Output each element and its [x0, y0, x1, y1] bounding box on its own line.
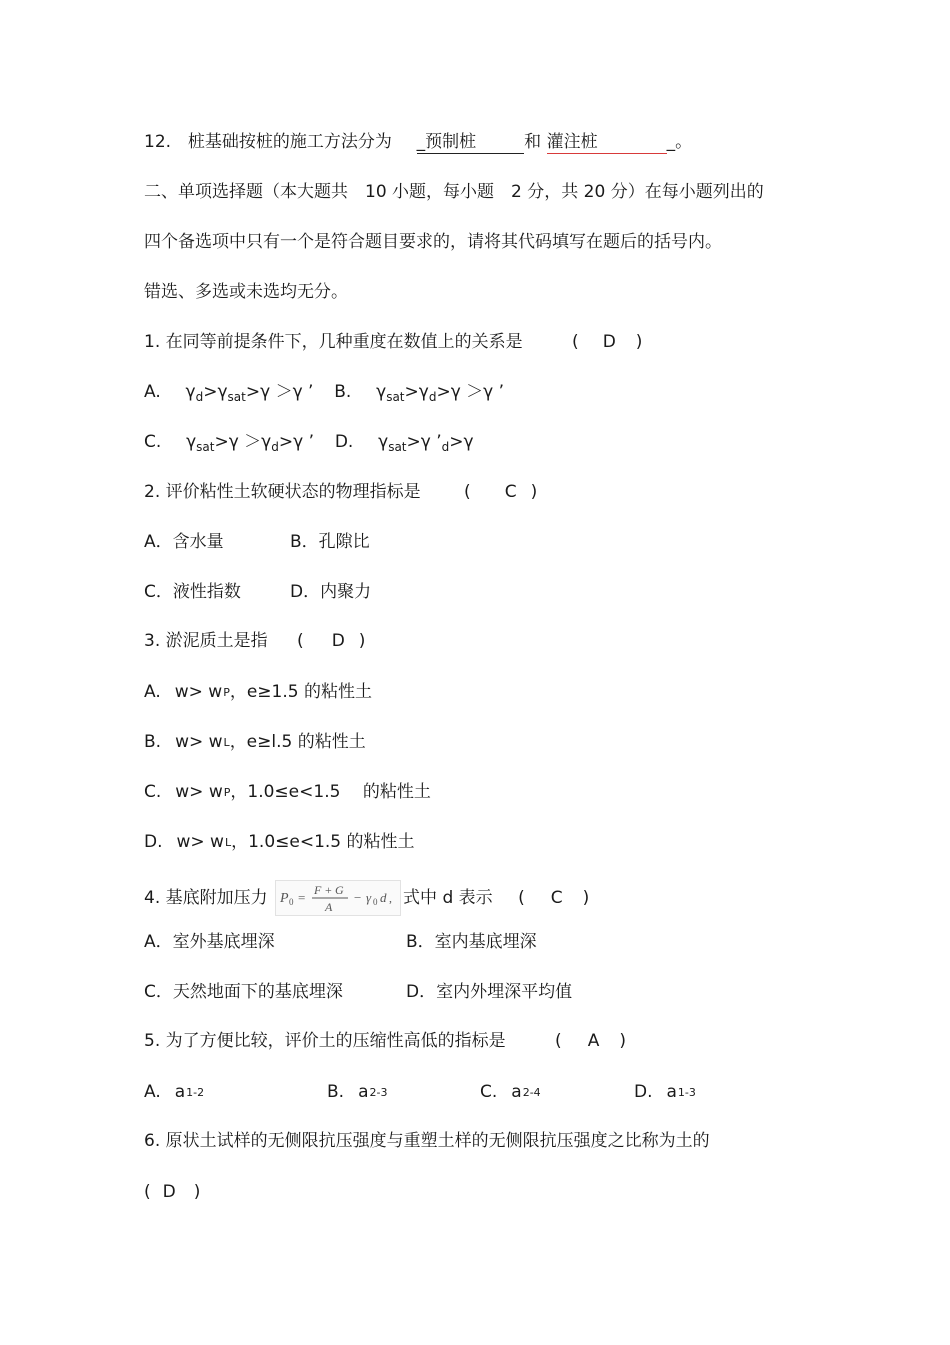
q4-option-d: D．室内外埋深平均值: [406, 982, 573, 1002]
svg-text:0: 0: [289, 897, 294, 907]
section2-line2: 四个备选项中只有一个是符合题目要求的，请将其代码填写在题后的括号内。: [144, 232, 722, 252]
svg-text:=: =: [298, 890, 306, 905]
q2-option-c: C．液性指数: [144, 582, 241, 602]
svg-text:d: d: [380, 890, 387, 905]
q5-option-c: C. a2-4: [480, 1082, 541, 1102]
q5-stem: 5. 为了方便比较，评价土的压缩性高低的指标是 ( A ): [144, 1031, 626, 1051]
q12-line: 12. 桩基础按桩的施工方法分为 _预制桩 和 灌注桩 _。: [144, 132, 693, 152]
q5-option-a: A. a1-2: [144, 1082, 205, 1102]
q12-and: 和: [524, 132, 542, 152]
svg-text:P: P: [280, 891, 289, 906]
q6-answer-line: ( D ): [144, 1182, 201, 1202]
q1-option-d: $\gamma_{sat}>\gamma$ $’_d>\gamma$: [378, 432, 474, 454]
q5-answer: A: [587, 1031, 600, 1051]
q12-text: 桩基础按桩的施工方法分为: [187, 132, 392, 152]
q2-option-d: D．内聚力: [290, 582, 372, 602]
svg-text:F: F: [314, 883, 322, 897]
q1-option-c: $\gamma_{sat}>\gamma >\gamma_d>\gamma$ ’: [186, 432, 314, 454]
svg-text:0: 0: [373, 897, 378, 907]
q6-answer: D: [162, 1182, 176, 1202]
q1-option-a: $\gamma_d>\gamma_{sat}>\gamma >\gamma$ ’: [185, 382, 314, 404]
q1-options-cd: C. $\gamma_{sat}>\gamma >\gamma_d>\gamma$ ’ D. $\gamma_{sat}>\gamma$ $’_d>\gamma$: [144, 432, 474, 454]
q12-blank2: 灌注桩: [547, 131, 667, 154]
svg-text:,: ,: [389, 891, 393, 905]
q1-option-b: $\gamma_{sat}>\gamma_d>\gamma >\gamma$ ’: [376, 382, 505, 404]
q2-option-a: A．含水量: [144, 532, 224, 552]
section2-line1: 二、单项选择题（本大题共 10 小题，每小题 2 分，共 20 分）在每小题列出的: [144, 182, 764, 202]
q2-stem: 2. 评价粘性土软硬状态的物理指标是 ( C ): [144, 482, 538, 502]
q4-option-a: A．室外基底埋深: [144, 932, 275, 952]
q3-option-d: D. w> wL，1.0≤e<1.5 的粘性土: [144, 832, 415, 852]
svg-text:γ: γ: [366, 890, 372, 905]
q4-option-b: B．室内基底埋深: [406, 932, 537, 952]
q3-answer: D: [331, 631, 345, 651]
svg-text:G: G: [335, 883, 344, 897]
q4-stem: 4. 基底附加压力 P 0 = F + G A − γ 0 d , 式中 d 表示 ( C ): [144, 880, 589, 916]
q1-stem: 1. 在同等前提条件下，几种重度在数值上的关系是 ( D ): [144, 332, 643, 352]
svg-text:A: A: [325, 900, 333, 914]
q2-answer: C: [504, 482, 517, 502]
section2-line3: 错选、多选或未选均无分。: [144, 282, 348, 302]
q1-options-ab: A. $\gamma_d>\gamma_{sat}>\gamma >\gamma$ ’ B. $\gamma_{sat}>\gamma_d>\gamma >\gamma$ ’: [144, 382, 505, 404]
q12-blank1: _预制桩: [417, 131, 525, 154]
q6-stem: 6. 原状土试样的无侧限抗压强度与重塑土样的无侧限抗压强度之比称为土的: [144, 1131, 710, 1151]
formula-image: [275, 880, 401, 916]
svg-text:−: −: [354, 890, 362, 905]
svg-text:+: +: [325, 883, 332, 897]
q4-answer: C: [550, 888, 563, 908]
q3-stem: 3. 淤泥质土是指 ( D ): [144, 631, 366, 651]
q5-option-d: D. a1-3: [634, 1082, 696, 1102]
q3-option-b: B. w> wL，e≥l.5 的粘性土: [144, 732, 366, 752]
q5-option-b: B. a2-3: [327, 1082, 388, 1102]
q1-answer: D: [602, 332, 616, 352]
q12-number: 12.: [144, 132, 172, 152]
q3-option-c: C. w> wP，1.0≤e<1.5 的粘性土: [144, 782, 431, 802]
q3-option-a: A. w> wP，e≥1.5 的粘性土: [144, 682, 372, 702]
q4-option-c: C．天然地面下的基底埋深: [144, 982, 343, 1002]
q2-option-b: B．孔隙比: [290, 532, 370, 552]
